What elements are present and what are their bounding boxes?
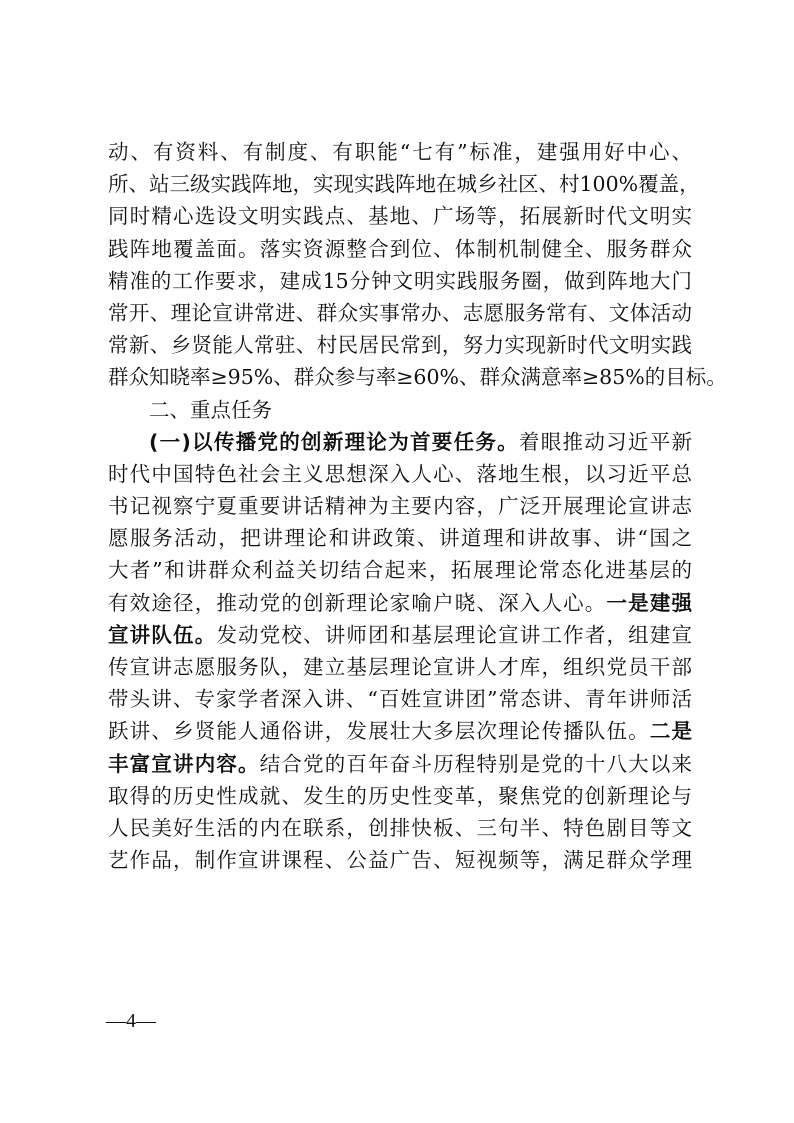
paragraph-line: 宣讲队伍。发动党校、讲师团和基层理论宣讲工作者，组建宣 — [108, 622, 693, 647]
paragraph-line: 常开、理论宣讲常进、群众实事常办、志愿服务常有、文体活动 — [108, 300, 692, 325]
paragraph-line: 带头讲、专家学者深入讲、“百姓宣讲团”常态讲、青年讲师活 — [108, 687, 692, 712]
paragraph-line: 人民美好生活的内在联系，创排快板、三句半、特色剧目等文 — [108, 815, 692, 840]
page-number: —4— — [106, 1010, 156, 1032]
paragraph-line: 艺作品，制作宣讲课程、公益广告、短视频等，满足群众学理 — [108, 848, 692, 873]
paragraph-line: 群众知晓率≥95%、群众参与率≥60%、群众满意率≥85%的目标。 — [108, 365, 727, 390]
bold-phrase: 宣讲队伍。 — [108, 622, 217, 647]
paragraph-line: 所、站三级实践阵地，实现实践阵地在城乡社区、村100%覆盖， — [108, 172, 700, 197]
paragraph-line: 时代中国特色社会主义思想深入人心、落地生根，以习近平总 — [108, 461, 692, 486]
paragraph-line: 常新、乡贤能人常驻、村民居民常到，努力实现新时代文明实践 — [108, 333, 692, 358]
section-heading: 二、重点任务 — [149, 397, 272, 422]
paragraph-line: 大者”和讲群众利益关切结合起来，拓展理论常态化进基层的 — [108, 558, 692, 583]
paragraph-line: 书记视察宁夏重要讲话精神为主要内容，广泛开展理论宣讲志 — [108, 494, 692, 519]
paragraph-line: 践阵地覆盖面。落实资源整合到位、体制机制健全、服务群众 — [108, 236, 692, 261]
paragraph-line: 跃讲、乡贤能人通俗讲，发展壮大多层次理论传播队伍。二是 — [108, 719, 693, 744]
paragraph-line: 同时精心选设文明实践点、基地、广场等，拓展新时代文明实 — [108, 204, 692, 229]
paragraph-line: 取得的历史性成就、发生的历史性变革，聚焦党的创新理论与 — [108, 783, 692, 808]
paragraph-line: 愿服务活动，把讲理论和讲政策、讲道理和讲故事、讲“国之 — [108, 526, 692, 551]
paragraph-line: 动、有资料、有制度、有职能“七有”标准，建强用好中心、 — [108, 140, 692, 164]
bold-phrase: 丰富宣讲内容。 — [108, 751, 260, 776]
paragraph-line: (一)以传播党的创新理论为首要任务。着眼推动习近平新 — [149, 429, 692, 454]
subsection-heading: (一)以传播党的创新理论为首要任务。 — [149, 429, 519, 454]
paragraph-line: 有效途径，推动党的创新理论家喻户晓、深入人心。一是建强 — [108, 590, 693, 615]
bold-phrase: 一是建强 — [606, 590, 693, 615]
paragraph-line: 传宣讲志愿服务队，建立基层理论宣讲人才库，组织党员干部 — [108, 655, 692, 679]
body-text — [108, 136, 727, 876]
paragraph-line: 丰富宣讲内容。结合党的百年奋斗历程特别是党的十八大以来 — [108, 751, 693, 776]
bold-phrase: 二是 — [649, 719, 693, 744]
paragraph-line: 精准的工作要求，建成15分钟文明实践服务圈，做到阵地大门 — [108, 268, 692, 293]
